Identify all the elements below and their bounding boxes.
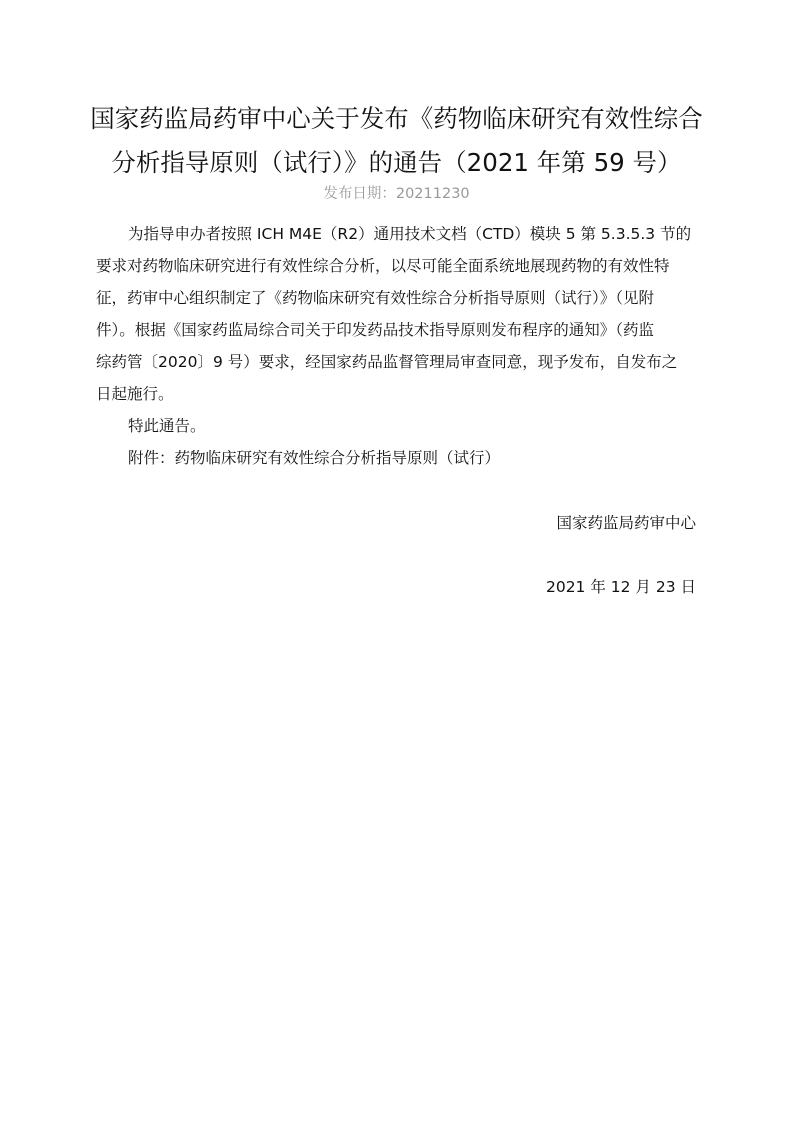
document-title-line-1: 国家药监局药审中心关于发布《药物临床研究有效性综合 xyxy=(90,104,703,133)
body-line: 征，药审中心组织制定了《药物临床研究有效性综合分析指导原则（试行）》（见附 xyxy=(96,289,655,307)
body-line: 综药管〔2020〕9 号）要求，经国家药品监督管理局审查同意，现予发布，自发布之 xyxy=(96,353,678,371)
attachment-text: 附件：药物临床研究有效性综合分析指导原则（试行） xyxy=(128,449,501,467)
signature-date: 2021 年 12 月 23 日 xyxy=(545,578,696,596)
body-line: 日起施行。 xyxy=(96,385,174,403)
body-line: 件）。根据《国家药监局综合司关于印发药品技术指导原则发布程序的通知》（药监 xyxy=(96,321,655,339)
body-paragraph xyxy=(96,218,696,474)
document-title-line-2: 分析指导原则（试行）》的通告（2021 年第 59 号） xyxy=(111,148,682,177)
body-line: 要求对药物临床研究进行有效性综合分析，以尽可能全面系统地展现药物的有效性特 xyxy=(96,257,670,275)
signature-organization: 国家药监局药审中心 xyxy=(556,514,696,532)
publish-date: 发布日期：20211230 xyxy=(323,186,470,202)
closing-text: 特此通告。 xyxy=(128,417,206,435)
body-line: 为指导申办者按照 ICH M4E（R2）通用技术文档（CTD）模块 5 第 5.3.5.3 节的 xyxy=(128,225,692,243)
